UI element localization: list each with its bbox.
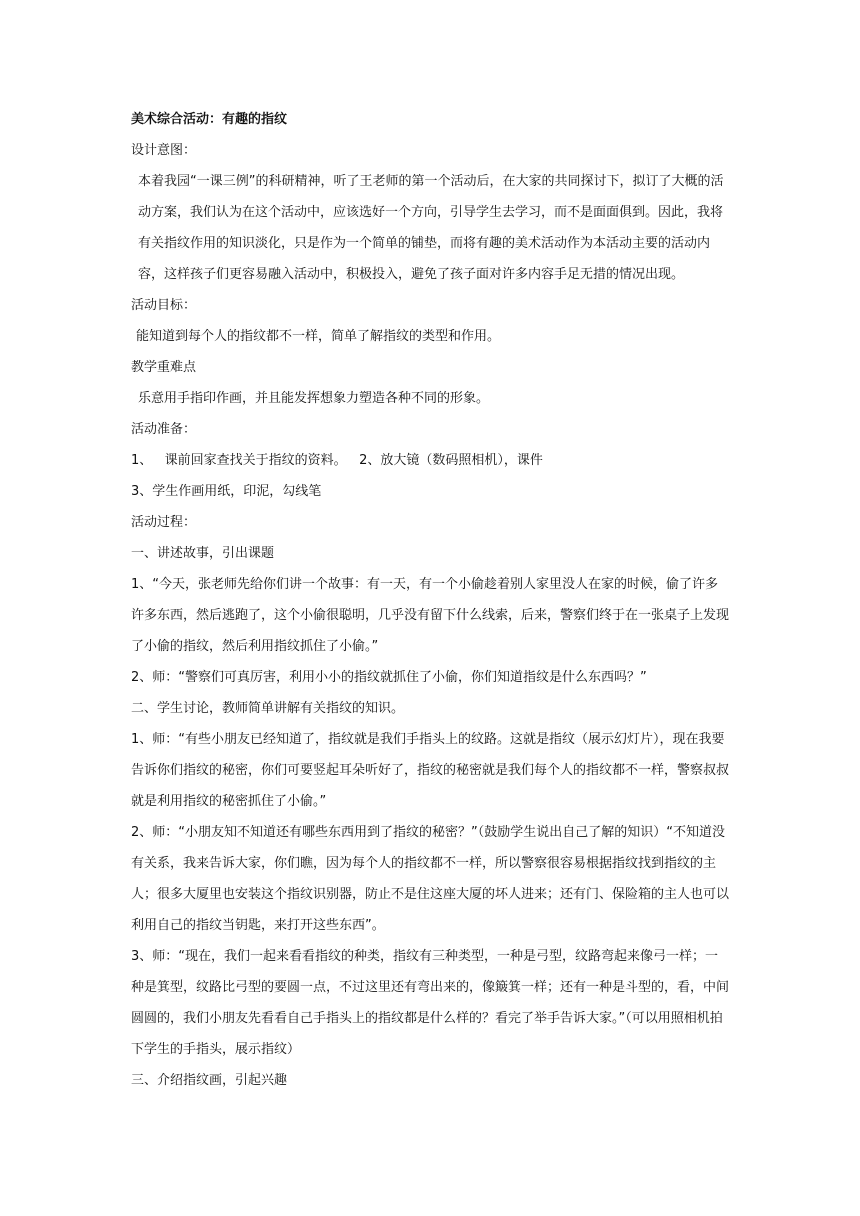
section-3-heading: 三、介绍指纹画，引起兴趣 [131, 1073, 288, 1088]
document-page [131, 104, 730, 1096]
design-heading: 设计意图： [131, 143, 197, 158]
process-heading: 活动过程： [131, 515, 197, 530]
prep-item-1: 1、 课前回家查找关于指纹的资料。 2、放大镜（数码照相机），课件 [131, 453, 543, 468]
section-2-heading: 二、学生讨论，教师简单讲解有关指纹的知识。 [131, 701, 405, 716]
difficulty-paragraph: 乐意用手指印作画，并且能发挥想象力塑造各种不同的形象。 [138, 391, 490, 406]
section-2-paragraph-2: 2、师：“小朋友知不知道还有哪些东西用到了指纹的秘密？”（鼓励学生说出自己了解的知识）“不知道没有关系，我来告诉大家，你们瞧，因为每个人的指纹都不一样，所以警察很容易根据指纹找到指纹的主人；很多大厦里也安装这个指纹识别器，防止不是住这座大厦的坏人进来；还有门、保险箱的主人也可以利用自己的指纹当钥匙，来打开这些东西”。 [131, 825, 730, 933]
document-title: 美术综合活动：有趣的指纹 [131, 112, 288, 127]
goal-paragraph: 能知道到每个人的指纹都不一样，简单了解指纹的类型和作用。 [136, 329, 501, 344]
prep-item-2: 3、学生作画用纸，印泥，勾线笔 [131, 484, 322, 499]
design-paragraph: 本着我园“一课三例”的科研精神，听了王老师的第一个活动后，在大家的共同探讨下，拟订了大概的活动方案，我们认为在这个活动中，应该选好一个方向，引导学生去学习，而不是面面俱到。因此，我将有关指纹作用的知识淡化，只是作为一个简单的铺垫，而将有趣的美术活动作为本活动主要的活动内容，这样孩子们更容易融入活动中，积极投入，避免了孩子面对许多内容手足无措的情况出现。 [138, 174, 724, 282]
section-1-heading: 一、讲述故事，引出课题 [131, 546, 275, 561]
section-1-paragraph-1: 1、“今天，张老师先给你们讲一个故事：有一天，有一个小偷趁着别人家里没人在家的时候，偷了许多许多东西，然后逃跑了，这个小偷很聪明，几乎没有留下什么线索，后来，警察们终于在一张桌子上发现了小偷的指纹，然后利用指纹抓住了小偷。” [131, 577, 730, 654]
section-1-paragraph-2: 2、师：“警察们可真厉害，利用小小的指纹就抓住了小偷，你们知道指纹是什么东西吗？” [131, 670, 647, 685]
difficulty-heading: 教学重难点 [131, 360, 197, 375]
goal-heading: 活动目标： [131, 298, 197, 313]
section-2-paragraph-3: 3、师：“现在，我们一起来看看指纹的种类，指纹有三种类型，一种是弓型，纹路弯起来像弓一样；一种是箕型，纹路比弓型的要圆一点，不过这里还有弯出来的，像簸箕一样；还有一种是斗型的，看，中间圆圆的，我们小朋友先看看自己手指头上的指纹都是什么样的？看完了举手告诉大家。”（可以用照相机拍下学生的手指头，展示指纹） [131, 949, 730, 1057]
prep-heading: 活动准备： [131, 422, 197, 437]
section-2-paragraph-1: 1、师：“有些小朋友已经知道了，指纹就是我们手指头上的纹路。这就是指纹（展示幻灯片），现在我要告诉你们指纹的秘密，你们可要竖起耳朵听好了，指纹的秘密就是我们每个人的指纹都不一样，警察叔叔就是利用指纹的秘密抓住了小偷。” [131, 732, 730, 809]
